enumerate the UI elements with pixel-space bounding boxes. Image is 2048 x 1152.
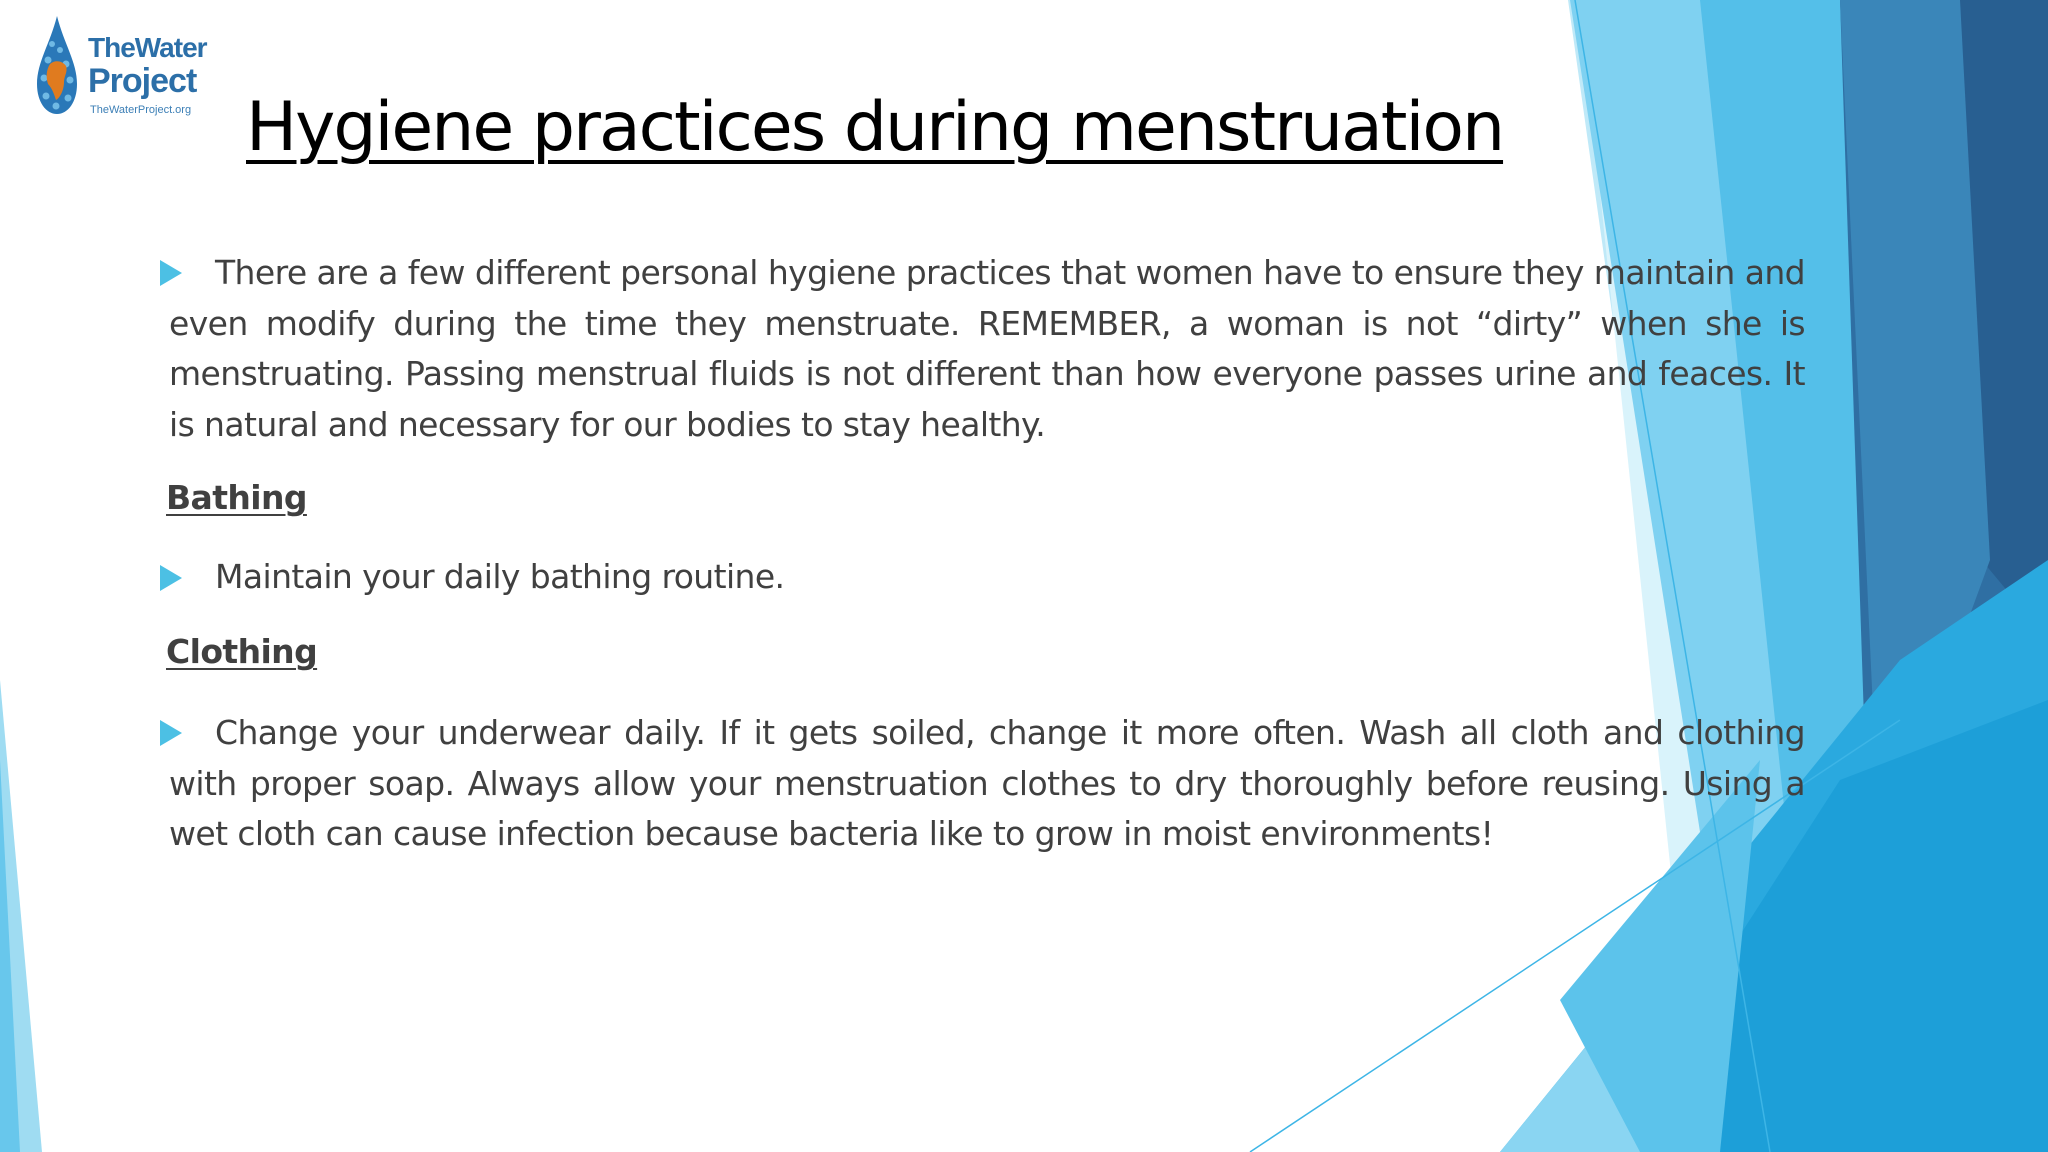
logo-text-the-water: TheWater (88, 32, 207, 63)
bathing-paragraph: Maintain your daily bathing routine. (215, 557, 785, 596)
clothing-paragraph: Change your underwear daily. If it gets soiled, change it more often. Wash all cloth and clothing with proper soap. Always allow your menstruation clothes to dry thoroughly before reusing. Using a wet cloth can cause infection because bacteria like to grow in moist environments! (169, 713, 1805, 853)
intro-paragraph: There are a few different personal hygiene practices that women have to ensure they maintain and even modify during the time they menstruate. REMEMBER, a woman is not “dirty” when she is menstruating. Passing menstrual fluids is not different than how everyone passes urine and feaces. It is natural and necessary for our bodies to stay healthy. (169, 253, 1805, 444)
section-heading-clothing: Clothing (166, 632, 318, 671)
slide-title: Hygiene practices during menstruation (246, 88, 1504, 167)
water-project-logo (30, 12, 207, 122)
logo-text-project: Project (88, 62, 197, 100)
water-drop-africa-icon (34, 14, 80, 118)
section-heading-bathing: Bathing (166, 478, 307, 517)
logo-url: TheWaterProject.org (90, 104, 192, 116)
